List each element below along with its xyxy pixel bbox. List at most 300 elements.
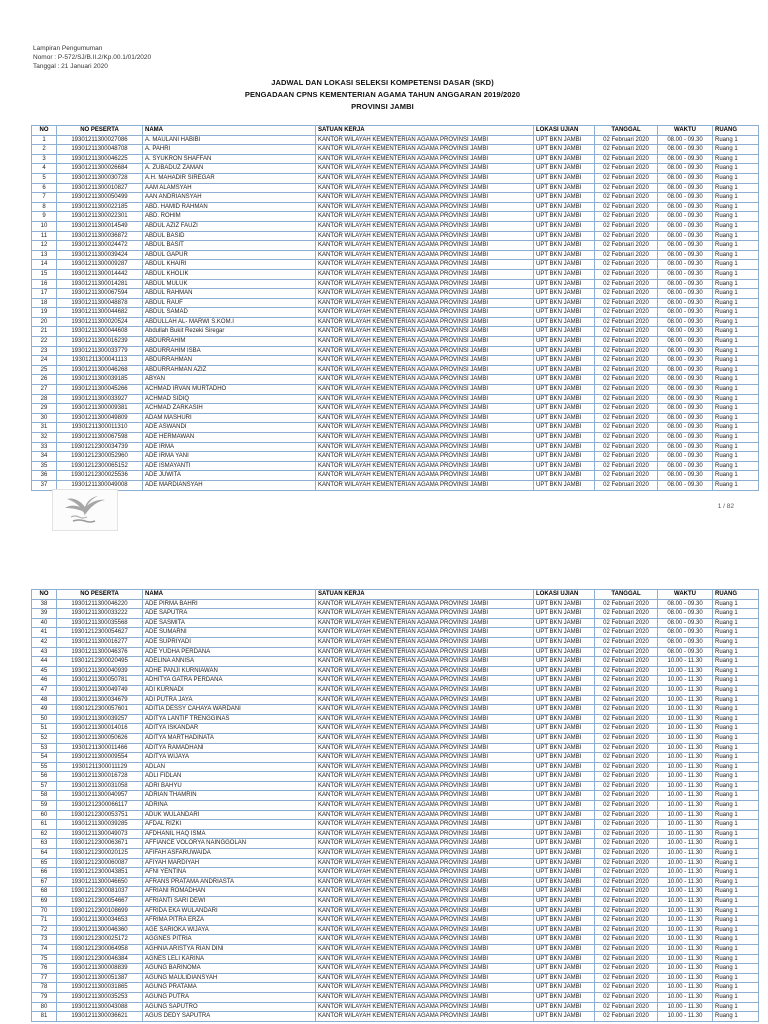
cell-lokasi-ujian: UPT BKN JAMBI <box>534 250 595 260</box>
cell-lokasi-ujian: UPT BKN JAMBI <box>534 676 595 686</box>
cell-nama: ADE SASMITA <box>143 618 316 628</box>
cell-nama: ADELINA ANNISA <box>143 657 316 667</box>
cell-no-peserta: 19301211300045266 <box>57 385 143 395</box>
cell-lokasi-ujian: UPT BKN JAMBI <box>534 269 595 279</box>
cell-no: 64 <box>32 849 57 859</box>
cell-satuan-kerja: KANTOR WILAYAH KEMENTERIAN AGAMA PROVINSI JAMBI <box>316 279 534 289</box>
cell-no-peserta: 19301211300034653 <box>57 916 143 926</box>
cell-no-peserta: 19301211300011466 <box>57 743 143 753</box>
table-row <box>32 461 759 471</box>
cell-waktu: 08.00 - 09.30 <box>658 212 713 222</box>
cell-satuan-kerja: KANTOR WILAYAH KEMENTERIAN AGAMA PROVINSI JAMBI <box>316 461 534 471</box>
cell-lokasi-ujian: UPT BKN JAMBI <box>534 346 595 356</box>
table-row <box>32 724 759 734</box>
table-row <box>32 897 759 907</box>
cell-no-peserta: 19301212300081037 <box>57 887 143 897</box>
cell-nama: ADRI BAHYU <box>143 781 316 791</box>
cell-ruang: Ruang 1 <box>713 269 759 279</box>
title-line-3: PROVINSI JAMBI <box>351 102 414 111</box>
table-row <box>32 1002 759 1012</box>
cell-no-peserta: 19301211300011129 <box>57 762 143 772</box>
cell-nama: AFIYAH MARDIYAH <box>143 858 316 868</box>
cell-satuan-kerja: KANTOR WILAYAH KEMENTERIAN AGAMA PROVINSI JAMBI <box>316 471 534 481</box>
cell-ruang: Ruang 1 <box>713 916 759 926</box>
cell-satuan-kerja: KANTOR WILAYAH KEMENTERIAN AGAMA PROVINSI JAMBI <box>316 743 534 753</box>
cell-ruang: Ruang 1 <box>713 173 759 183</box>
cell-satuan-kerja: KANTOR WILAYAH KEMENTERIAN AGAMA PROVINSI JAMBI <box>316 762 534 772</box>
table-row <box>32 250 759 260</box>
cell-lokasi-ujian: UPT BKN JAMBI <box>534 212 595 222</box>
cell-lokasi-ujian: UPT BKN JAMBI <box>534 897 595 907</box>
cell-lokasi-ujian: UPT BKN JAMBI <box>534 906 595 916</box>
cell-waktu: 08.00 - 09.30 <box>658 337 713 347</box>
cell-no-peserta: 19301211300033927 <box>57 394 143 404</box>
table-header-row <box>32 126 759 136</box>
cell-ruang: Ruang 1 <box>713 801 759 811</box>
cell-waktu: 08.00 - 09.30 <box>658 279 713 289</box>
cell-lokasi-ujian: UPT BKN JAMBI <box>534 609 595 619</box>
cell-waktu: 08.00 - 09.30 <box>658 433 713 443</box>
cell-tanggal: 02 Februari 2020 <box>595 657 658 667</box>
cell-waktu: 10.00 - 11.30 <box>658 992 713 1002</box>
cell-waktu: 08.00 - 09.30 <box>658 385 713 395</box>
cell-waktu: 10.00 - 11.30 <box>658 849 713 859</box>
cell-no-peserta: 19301211300014442 <box>57 269 143 279</box>
cell-nama: ADITYA MARTHADINATA <box>143 733 316 743</box>
cell-no: 37 <box>32 480 57 490</box>
table-row <box>32 695 759 705</box>
cell-lokasi-ujian: UPT BKN JAMBI <box>534 164 595 174</box>
cell-lokasi-ujian: UPT BKN JAMBI <box>534 356 595 366</box>
table-row <box>32 212 759 222</box>
cell-tanggal: 02 Februari 2020 <box>595 183 658 193</box>
cell-nama: ADE YUDHA PERDANA <box>143 647 316 657</box>
cell-ruang: Ruang 1 <box>713 628 759 638</box>
cell-lokasi-ujian: UPT BKN JAMBI <box>534 868 595 878</box>
cell-lokasi-ujian: UPT BKN JAMBI <box>534 849 595 859</box>
cell-satuan-kerja: KANTOR WILAYAH KEMENTERIAN AGAMA PROVINSI JAMBI <box>316 887 534 897</box>
cell-no: 74 <box>32 944 57 954</box>
cell-waktu: 08.00 - 09.30 <box>658 269 713 279</box>
cell-no: 53 <box>32 743 57 753</box>
cell-no: 80 <box>32 1002 57 1012</box>
cell-no-peserta: 19301211300046360 <box>57 925 143 935</box>
cell-tanggal: 02 Februari 2020 <box>595 743 658 753</box>
lampiran-line: Lampiran Pengumuman <box>33 45 103 52</box>
cell-no-peserta: 19301211300016728 <box>57 772 143 782</box>
cell-waktu: 08.00 - 09.30 <box>658 193 713 203</box>
cell-waktu: 08.00 - 09.30 <box>658 413 713 423</box>
cell-no-peserta: 19301211300020524 <box>57 317 143 327</box>
cell-nama: ADLAN <box>143 762 316 772</box>
cell-tanggal: 02 Februari 2020 <box>595 714 658 724</box>
cell-tanggal: 02 Februari 2020 <box>595 724 658 734</box>
cell-ruang: Ruang 1 <box>713 308 759 318</box>
cell-no-peserta: 19301211300049749 <box>57 685 143 695</box>
cell-waktu: 10.00 - 11.30 <box>658 685 713 695</box>
cell-ruang: Ruang 1 <box>713 944 759 954</box>
table-row <box>32 868 759 878</box>
cell-nama: ABDUL AZIZ FAUZI <box>143 221 316 231</box>
cell-nama: ADITYA LANTIF TRENGGINAS <box>143 714 316 724</box>
cell-waktu: 10.00 - 11.30 <box>658 791 713 801</box>
cell-waktu: 10.00 - 11.30 <box>658 676 713 686</box>
cell-ruang: Ruang 1 <box>713 1002 759 1012</box>
cell-nama: ABDURRAHIM ISBA <box>143 346 316 356</box>
cell-lokasi-ujian: UPT BKN JAMBI <box>534 666 595 676</box>
cell-waktu: 08.00 - 09.30 <box>658 356 713 366</box>
schedule-table-page-1 <box>31 125 759 491</box>
cell-waktu: 08.00 - 09.30 <box>658 637 713 647</box>
cell-no: 22 <box>32 337 57 347</box>
cell-waktu: 08.00 - 09.30 <box>658 609 713 619</box>
table-row <box>32 705 759 715</box>
col-ruang: RUANG <box>713 590 759 600</box>
cell-ruang: Ruang 1 <box>713 849 759 859</box>
cell-nama: A. SYUKRON SHAFFAN <box>143 154 316 164</box>
cell-satuan-kerja: KANTOR WILAYAH KEMENTERIAN AGAMA PROVINSI JAMBI <box>316 647 534 657</box>
cell-tanggal: 02 Februari 2020 <box>595 772 658 782</box>
cell-waktu: 10.00 - 11.30 <box>658 887 713 897</box>
cell-no: 12 <box>32 241 57 251</box>
cell-waktu: 08.00 - 09.30 <box>658 618 713 628</box>
cell-waktu: 08.00 - 09.30 <box>658 298 713 308</box>
document-title <box>31 77 734 113</box>
cell-ruang: Ruang 1 <box>713 327 759 337</box>
cell-nama: ADITYA RAMADHANI <box>143 743 316 753</box>
cell-satuan-kerja: KANTOR WILAYAH KEMENTERIAN AGAMA PROVINSI JAMBI <box>316 260 534 270</box>
col-satuan-kerja: SATUAN KERJA <box>316 590 534 600</box>
cell-nama: ADE IRMA YANI <box>143 452 316 462</box>
cell-ruang: Ruang 1 <box>713 906 759 916</box>
cell-tanggal: 02 Februari 2020 <box>595 317 658 327</box>
cell-satuan-kerja: KANTOR WILAYAH KEMENTERIAN AGAMA PROVINSI JAMBI <box>316 250 534 260</box>
cell-no: 48 <box>32 695 57 705</box>
cell-nama: ADE JUWITA <box>143 471 316 481</box>
cell-nama: ABDURRAHMAN AZIZ <box>143 365 316 375</box>
cell-lokasi-ujian: UPT BKN JAMBI <box>534 810 595 820</box>
cell-nama: Abdullah Bukit Rezeki Siregar <box>143 327 316 337</box>
cell-no: 76 <box>32 964 57 974</box>
cell-waktu: 08.00 - 09.30 <box>658 471 713 481</box>
cell-tanggal: 02 Februari 2020 <box>595 877 658 887</box>
table-row <box>32 609 759 619</box>
cell-waktu: 08.00 - 09.30 <box>658 202 713 212</box>
cell-satuan-kerja: KANTOR WILAYAH KEMENTERIAN AGAMA PROVINSI JAMBI <box>316 897 534 907</box>
cell-nama: ADE MARDIANSYAH <box>143 480 316 490</box>
cell-waktu: 08.00 - 09.30 <box>658 628 713 638</box>
cell-nama: ADE SAPUTRA <box>143 609 316 619</box>
table-row <box>32 308 759 318</box>
cell-no-peserta: 19301211300031058 <box>57 781 143 791</box>
cell-tanggal: 02 Februari 2020 <box>595 944 658 954</box>
cell-waktu: 10.00 - 11.30 <box>658 810 713 820</box>
cell-satuan-kerja: KANTOR WILAYAH KEMENTERIAN AGAMA PROVINSI JAMBI <box>316 935 534 945</box>
cell-lokasi-ujian: UPT BKN JAMBI <box>534 365 595 375</box>
cell-no-peserta: 19301211300009381 <box>57 404 143 414</box>
cell-satuan-kerja: KANTOR WILAYAH KEMENTERIAN AGAMA PROVINSI JAMBI <box>316 657 534 667</box>
table-row <box>32 193 759 203</box>
table-row <box>32 423 759 433</box>
cell-lokasi-ujian: UPT BKN JAMBI <box>534 935 595 945</box>
cell-ruang: Ruang 1 <box>713 743 759 753</box>
cell-no-peserta: 19301212300046384 <box>57 954 143 964</box>
cell-satuan-kerja: KANTOR WILAYAH KEMENTERIAN AGAMA PROVINSI JAMBI <box>316 618 534 628</box>
cell-ruang: Ruang 1 <box>713 781 759 791</box>
table-row <box>32 269 759 279</box>
cell-nama: ADE SUMARNI <box>143 628 316 638</box>
cell-lokasi-ujian: UPT BKN JAMBI <box>534 944 595 954</box>
cell-waktu: 10.00 - 11.30 <box>658 772 713 782</box>
cell-lokasi-ujian: UPT BKN JAMBI <box>534 413 595 423</box>
cell-satuan-kerja: KANTOR WILAYAH KEMENTERIAN AGAMA PROVINSI JAMBI <box>316 212 534 222</box>
cell-tanggal: 02 Februari 2020 <box>595 705 658 715</box>
cell-no-peserta: 19301212300108699 <box>57 906 143 916</box>
cell-no-peserta: 19301212300054667 <box>57 897 143 907</box>
cell-waktu: 08.00 - 09.30 <box>658 346 713 356</box>
cell-satuan-kerja: KANTOR WILAYAH KEMENTERIAN AGAMA PROVINSI JAMBI <box>316 925 534 935</box>
cell-ruang: Ruang 1 <box>713 992 759 1002</box>
cell-ruang: Ruang 1 <box>713 637 759 647</box>
cell-nama: ADE HERMAWAN <box>143 433 316 443</box>
cell-no: 58 <box>32 791 57 801</box>
cell-satuan-kerja: KANTOR WILAYAH KEMENTERIAN AGAMA PROVINSI JAMBI <box>316 423 534 433</box>
cell-waktu: 10.00 - 11.30 <box>658 1002 713 1012</box>
table-row <box>32 375 759 385</box>
table-row <box>32 471 759 481</box>
cell-lokasi-ujian: UPT BKN JAMBI <box>534 714 595 724</box>
cell-ruang: Ruang 1 <box>713 375 759 385</box>
cell-waktu: 10.00 - 11.30 <box>658 858 713 868</box>
table-row <box>32 327 759 337</box>
cell-no-peserta: 19301211300035253 <box>57 992 143 1002</box>
cell-ruang: Ruang 1 <box>713 897 759 907</box>
cell-tanggal: 02 Februari 2020 <box>595 250 658 260</box>
cell-satuan-kerja: KANTOR WILAYAH KEMENTERIAN AGAMA PROVINSI JAMBI <box>316 705 534 715</box>
cell-ruang: Ruang 1 <box>713 695 759 705</box>
cell-waktu: 10.00 - 11.30 <box>658 954 713 964</box>
cell-waktu: 10.00 - 11.30 <box>658 973 713 983</box>
cell-no: 29 <box>32 404 57 414</box>
cell-lokasi-ujian: UPT BKN JAMBI <box>534 618 595 628</box>
cell-no-peserta: 19301211300048878 <box>57 298 143 308</box>
cell-satuan-kerja: KANTOR WILAYAH KEMENTERIAN AGAMA PROVINSI JAMBI <box>316 839 534 849</box>
cell-tanggal: 02 Februari 2020 <box>595 442 658 452</box>
cell-lokasi-ujian: UPT BKN JAMBI <box>534 289 595 299</box>
cell-lokasi-ujian: UPT BKN JAMBI <box>534 599 595 609</box>
cell-lokasi-ujian: UPT BKN JAMBI <box>534 442 595 452</box>
cell-no: 56 <box>32 772 57 782</box>
cell-nama: ADRIAN THAMRIN <box>143 791 316 801</box>
cell-no-peserta: 19301211300046650 <box>57 877 143 887</box>
cell-no: 65 <box>32 858 57 868</box>
cell-ruang: Ruang 1 <box>713 385 759 395</box>
cell-tanggal: 02 Februari 2020 <box>595 647 658 657</box>
cell-nama: ABDUL BASID <box>143 231 316 241</box>
cell-tanggal: 02 Februari 2020 <box>595 849 658 859</box>
cell-satuan-kerja: KANTOR WILAYAH KEMENTERIAN AGAMA PROVINSI JAMBI <box>316 733 534 743</box>
cell-ruang: Ruang 1 <box>713 346 759 356</box>
table-row <box>32 413 759 423</box>
cell-no: 61 <box>32 820 57 830</box>
cell-lokasi-ujian: UPT BKN JAMBI <box>534 628 595 638</box>
cell-lokasi-ujian: UPT BKN JAMBI <box>534 298 595 308</box>
cell-no: 13 <box>32 250 57 260</box>
cell-nama: ADE PIRMA BAHRI <box>143 599 316 609</box>
page-number: 1 / 82 <box>717 503 734 510</box>
col-nama: NAMA <box>143 590 316 600</box>
cell-no: 44 <box>32 657 57 667</box>
table-row <box>32 983 759 993</box>
cell-nama: ADITIA DESSY CAHAYA WARDANI <box>143 705 316 715</box>
cell-satuan-kerja: KANTOR WILAYAH KEMENTERIAN AGAMA PROVINSI JAMBI <box>316 231 534 241</box>
table-row <box>32 452 759 462</box>
cell-no: 50 <box>32 714 57 724</box>
cell-no-peserta: 19301211300049809 <box>57 413 143 423</box>
col-satuan-kerja: SATUAN KERJA <box>316 126 534 136</box>
cell-nama: ABD. HAMID RAHMAN <box>143 202 316 212</box>
cell-tanggal: 02 Februari 2020 <box>595 887 658 897</box>
table-row <box>32 964 759 974</box>
cell-no-peserta: 19301211300027086 <box>57 135 143 145</box>
cell-satuan-kerja: KANTOR WILAYAH KEMENTERIAN AGAMA PROVINSI JAMBI <box>316 346 534 356</box>
table-row <box>32 944 759 954</box>
cell-waktu: 10.00 - 11.30 <box>658 695 713 705</box>
cell-tanggal: 02 Februari 2020 <box>595 781 658 791</box>
cell-tanggal: 02 Februari 2020 <box>595 695 658 705</box>
cell-no-peserta: 19301212300034739 <box>57 442 143 452</box>
cell-satuan-kerja: KANTOR WILAYAH KEMENTERIAN AGAMA PROVINSI JAMBI <box>316 145 534 155</box>
cell-waktu: 10.00 - 11.30 <box>658 935 713 945</box>
cell-lokasi-ujian: UPT BKN JAMBI <box>534 145 595 155</box>
cell-ruang: Ruang 1 <box>713 753 759 763</box>
table-row <box>32 820 759 830</box>
table-row <box>32 480 759 490</box>
cell-nama: ACHMAD ZARKASIH <box>143 404 316 414</box>
cell-nama: ABDUL GAPUR <box>143 250 316 260</box>
cell-tanggal: 02 Februari 2020 <box>595 452 658 462</box>
cell-satuan-kerja: KANTOR WILAYAH KEMENTERIAN AGAMA PROVINSI JAMBI <box>316 973 534 983</box>
table-row <box>32 628 759 638</box>
cell-no-peserta: 19301211300039424 <box>57 250 143 260</box>
cell-tanggal: 02 Februari 2020 <box>595 1002 658 1012</box>
cell-tanggal: 02 Februari 2020 <box>595 212 658 222</box>
cell-lokasi-ujian: UPT BKN JAMBI <box>534 829 595 839</box>
cell-no-peserta: 19301211300044608 <box>57 327 143 337</box>
cell-satuan-kerja: KANTOR WILAYAH KEMENTERIAN AGAMA PROVINSI JAMBI <box>316 1002 534 1012</box>
col-lokasi-ujian: LOKASI UJIAN <box>534 590 595 600</box>
cell-no: 4 <box>32 164 57 174</box>
cell-waktu: 08.00 - 09.30 <box>658 260 713 270</box>
cell-no: 73 <box>32 935 57 945</box>
cell-satuan-kerja: KANTOR WILAYAH KEMENTERIAN AGAMA PROVINSI JAMBI <box>316 1012 534 1022</box>
cell-no: 3 <box>32 154 57 164</box>
table-row <box>32 733 759 743</box>
table-row <box>32 356 759 366</box>
cell-ruang: Ruang 1 <box>713 724 759 734</box>
cell-waktu: 10.00 - 11.30 <box>658 868 713 878</box>
table-row <box>32 935 759 945</box>
cell-ruang: Ruang 1 <box>713 877 759 887</box>
cell-satuan-kerja: KANTOR WILAYAH KEMENTERIAN AGAMA PROVINSI JAMBI <box>316 337 534 347</box>
cell-waktu: 10.00 - 11.30 <box>658 801 713 811</box>
cell-ruang: Ruang 1 <box>713 413 759 423</box>
cell-no: 40 <box>32 618 57 628</box>
cell-lokasi-ujian: UPT BKN JAMBI <box>534 695 595 705</box>
cell-no-peserta: 19301211300051387 <box>57 973 143 983</box>
table-row <box>32 241 759 251</box>
cell-no: 20 <box>32 317 57 327</box>
table-row <box>32 433 759 443</box>
cell-nama: ADE ASWANDI <box>143 423 316 433</box>
table-row <box>32 637 759 647</box>
cell-nama: AFDAL RIZKI <box>143 820 316 830</box>
cell-lokasi-ujian: UPT BKN JAMBI <box>534 839 595 849</box>
table-row <box>32 164 759 174</box>
cell-no-peserta: 19301211300011310 <box>57 423 143 433</box>
cell-lokasi-ujian: UPT BKN JAMBI <box>534 231 595 241</box>
cell-satuan-kerja: KANTOR WILAYAH KEMENTERIAN AGAMA PROVINSI JAMBI <box>316 772 534 782</box>
cell-no-peserta: 19301211300067598 <box>57 433 143 443</box>
cell-no-peserta: 19301211300039257 <box>57 714 143 724</box>
cell-nama: ABD. ROHIM <box>143 212 316 222</box>
cell-nama: AFIFAH ASFARUWAIDA <box>143 849 316 859</box>
cell-satuan-kerja: KANTOR WILAYAH KEMENTERIAN AGAMA PROVINSI JAMBI <box>316 791 534 801</box>
cell-no-peserta: 19301211300030728 <box>57 173 143 183</box>
cell-no: 54 <box>32 753 57 763</box>
table-row <box>32 906 759 916</box>
cell-ruang: Ruang 1 <box>713 193 759 203</box>
cell-tanggal: 02 Februari 2020 <box>595 666 658 676</box>
cell-waktu: 08.00 - 09.30 <box>658 164 713 174</box>
cell-lokasi-ujian: UPT BKN JAMBI <box>534 193 595 203</box>
cell-no-peserta: 19301211300036872 <box>57 231 143 241</box>
cell-tanggal: 02 Februari 2020 <box>595 964 658 974</box>
table-row <box>32 714 759 724</box>
table-row <box>32 685 759 695</box>
cell-no-peserta: 19301211300031865 <box>57 983 143 993</box>
cell-no: 11 <box>32 231 57 241</box>
cell-waktu: 10.00 - 11.30 <box>658 733 713 743</box>
cell-satuan-kerja: KANTOR WILAYAH KEMENTERIAN AGAMA PROVINSI JAMBI <box>316 916 534 926</box>
table-row <box>32 135 759 145</box>
cell-lokasi-ujian: UPT BKN JAMBI <box>534 202 595 212</box>
cell-lokasi-ujian: UPT BKN JAMBI <box>534 781 595 791</box>
cell-nama: AGUNG BARINOMA <box>143 964 316 974</box>
table-row <box>32 753 759 763</box>
cell-no-peserta: 19301211300040957 <box>57 791 143 801</box>
cell-tanggal: 02 Februari 2020 <box>595 599 658 609</box>
cell-no: 66 <box>32 868 57 878</box>
cell-tanggal: 02 Februari 2020 <box>595 173 658 183</box>
cell-waktu: 08.00 - 09.30 <box>658 145 713 155</box>
cell-nama: ADHITYA GATRA PERDANA <box>143 676 316 686</box>
cell-ruang: Ruang 1 <box>713 1012 759 1022</box>
cell-nama: AFRANS PRATAMA ANDRIASTA <box>143 877 316 887</box>
cell-waktu: 10.00 - 11.30 <box>658 724 713 734</box>
cell-tanggal: 02 Februari 2020 <box>595 628 658 638</box>
title-line-2: PENGADAAN CPNS KEMENTERIAN AGAMA TAHUN ANGGARAN 2019/2020 <box>244 90 521 99</box>
cell-no-peserta: 19301211300046376 <box>57 647 143 657</box>
table-row <box>32 442 759 452</box>
cell-lokasi-ujian: UPT BKN JAMBI <box>534 916 595 926</box>
cell-tanggal: 02 Februari 2020 <box>595 423 658 433</box>
cell-satuan-kerja: KANTOR WILAYAH KEMENTERIAN AGAMA PROVINSI JAMBI <box>316 992 534 1002</box>
col-tanggal: TANGGAL <box>595 590 658 600</box>
cell-waktu: 08.00 - 09.30 <box>658 221 713 231</box>
table-row <box>32 1012 759 1022</box>
cell-no: 45 <box>32 666 57 676</box>
